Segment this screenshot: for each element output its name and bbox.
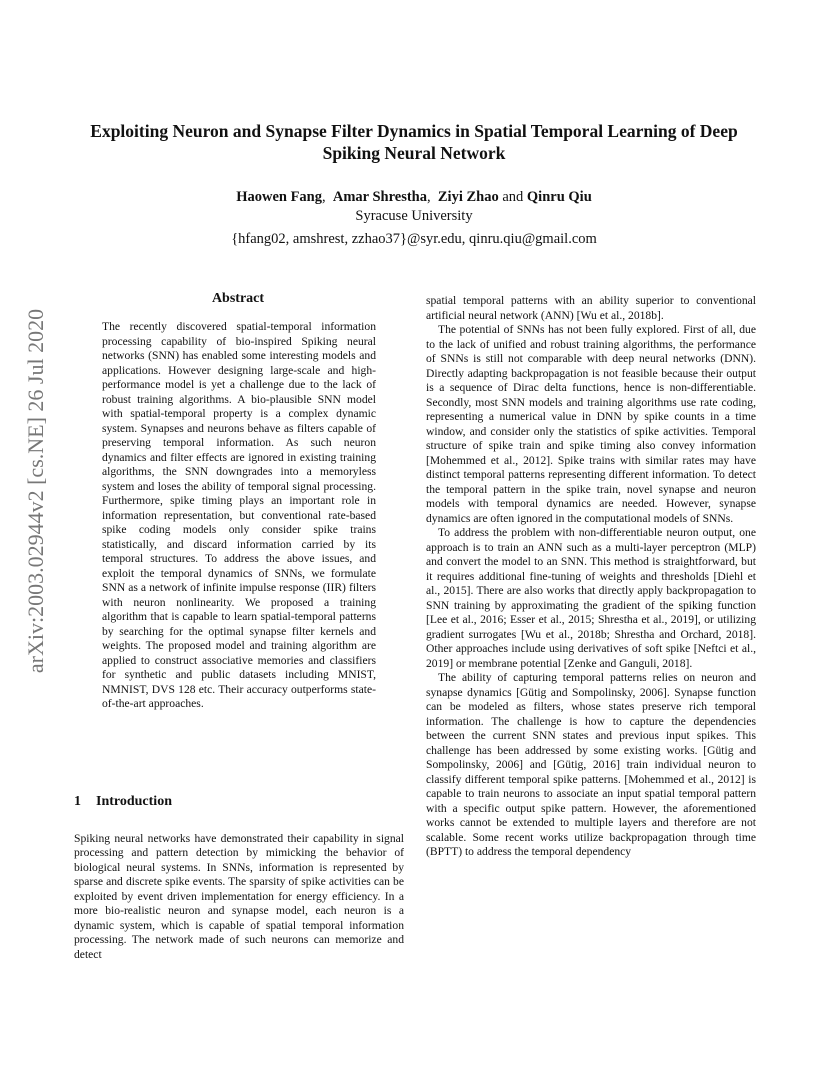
author-list: Haowen Fang, Amar Shrestha, Ziyi Zhao and Qinru Qiu — [236, 189, 592, 205]
affiliation: Syracuse University — [355, 208, 473, 224]
author-name: Qinru Qiu — [526, 189, 592, 205]
paragraph: Spiking neural networks have demonstrated their capability in signal processing and pattern detection by mimicking the behavior of biological neural systems. In SNNs, information is represented by sparse and discrete spike events. The sparsity of spike activities can be exploited by event driven implementation for energy efficiency. In a more bio-realistic neuron and synapse model, each neuron is a dynamic system, which is capable of spatial temporal information processing. The network made of such neurons can memorize and detect — [74, 831, 404, 961]
paragraph: spatial temporal patterns with an ability superior to conventional artificial neural network (ANN) [Wu et al., 2018b]. — [426, 294, 756, 322]
introduction-body — [74, 820, 404, 974]
author-conjunction: and — [502, 189, 524, 205]
author-name: Amar Shrestha — [332, 189, 427, 205]
abstract-heading: Abstract — [211, 291, 265, 306]
paper-title: Exploiting Neuron and Synapse Filter Dynamics in Spatial Temporal Learning of Deep Spiking Neural Network — [90, 121, 738, 163]
author-emails: {hfang02, amshrest, zzhao37}@syr.edu, qinru.qiu@gmail.com — [231, 231, 597, 247]
arxiv-identifier: arXiv:2003.02944v2 [cs.NE] 26 Jul 2020 — [23, 308, 48, 674]
arxiv-sidebar — [14, 296, 58, 686]
section-number: 1 — [74, 794, 81, 809]
abstract-body — [102, 320, 376, 712]
paragraph: To address the problem with non-differentiable neuron output, one approach is to train an ANN such as a multi-layer perceptron (MLP) and convert the model to an SNN. This method is straightforward, but it requires additional fine-tuning of weights and thresholds [Diehl et al., 2015]. There are also works that directly apply backpropagation to SNN training by approximating the gradient of the spiking function [Lee et al., 2016; Esser et al., 2015; Shrestha et al., 2019], or utilizing gradient surrogates [Wu et al., 2018b; Shrestha and Orchard, 2018]. Other approaches include using derivatives of soft spike [Neftci et al., 2019] or membrane potential [Zenke and Ganguli, 2018]. — [426, 526, 756, 670]
author-name: Haowen Fang — [236, 189, 322, 205]
section-title: Introduction — [96, 794, 172, 809]
right-column — [426, 294, 756, 860]
author-name: Ziyi Zhao — [437, 189, 499, 205]
section-heading-introduction — [74, 794, 404, 810]
paragraph: The ability of capturing temporal patterns relies on neuron and synapse dynamics [Gütig and Sompolinsky, 2006]. Synapse function can be modeled as filters, whose states preserve rich temporal information. The challenge is how to capture the dependencies between the current SNN states and previous input spikes. This challenge has been addressed by some existing works. [Gütig and Sompolinsky, 2006] and [Gütig, 2016] train individual neuron to classify different temporal spike patterns. [Mohemmed et al., 2012] is capable to train neurons to associate an input spatial temporal pattern with a specific output spike pattern. However, the aforementioned works cannot be extended to multiple layers and therefore are not scalable. Some recent works utilize backpropagation through time (BPTT) to address the temporal dependency — [426, 671, 756, 858]
paragraph: The potential of SNNs has not been fully explored. First of all, due to the lack of unified and robust training algorithms, the performance of SNNs is still not comparable with deep neural networks (DNN). Directly adapting backpropagation is not feasible because their output is a sequence of Dirac delta functions, hence is non-differentiable. Secondly, most SNN models and training algorithms use rate coding, representing a numerical value in DNN by spike counts in a time window, and consider only the statistics of spike activities. Temporal structure of spike train and spike timing also convey information [Mohemmed et al., 2012]. Spike trains with similar rates may have distinct temporal patterns representing different information. To detect the temporal pattern in the spike train, novel synapse and neuron models with temporal dynamics are needed. However, synapse dynamics are often ignored in the computational models of SNNs. — [426, 323, 756, 525]
abstract-text: The recently discovered spatial-temporal information processing capability of bio-inspired Spiking neural networks (SNN) has enabled some interesting models and applications. However designing large-scale and high-performance model is yet a challenge due to the lack of robust training algorithms. A bio-plausible SNN model with spatial-temporal property is a complex dynamic system. Synapses and neurons behave as filters capable of preserving temporal information. As such neuron dynamics and filter effects are ignored in existing training algorithms, the SNN downgrades into a memoryless system and loses the ability of temporal signal processing. Furthermore, spike timing plays an important role in information representation, but conventional rate-based spike coding models only consider spike trains statistically, and discard information carried by its temporal structures. To address the above issues, and exploit the temporal dynamics of SNNs, we formulate SNN as a network of infinite impulse response (IIR) filters with neuron nonlinearity. We proposed a training algorithm that is capable to learn spatial-temporal patterns by searching for the optimal synapse filter kernels and weights. The proposed model and training algorithm are applied to construct associative memories and classifiers for synthetic and public datasets including MNIST, NMNIST, DVS 128 etc. Their accuracy outperforms state-of-the-art approaches. — [102, 320, 376, 710]
